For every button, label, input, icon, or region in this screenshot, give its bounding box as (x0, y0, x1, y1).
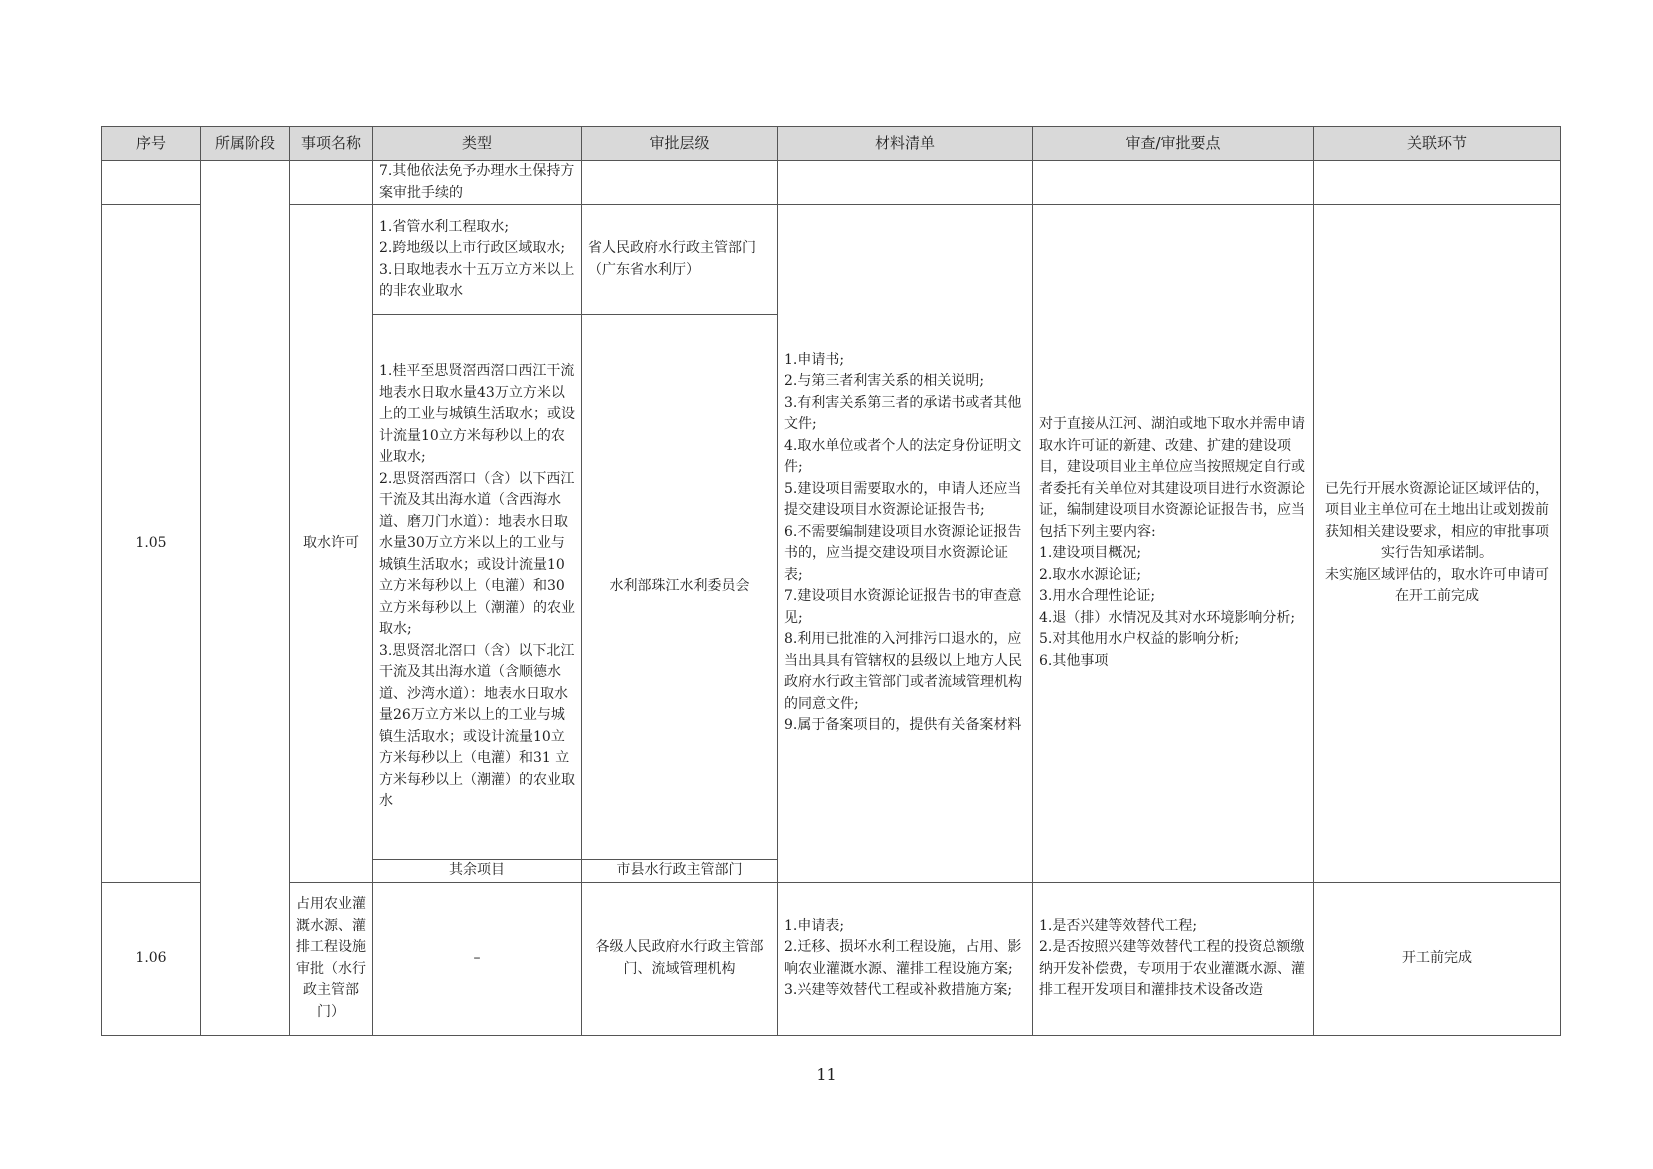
cell-review: 1.是否兴建等效替代工程; 2.是否按照兴建等效替代工程的投资总额缴纳开发补偿费，专项用于农业灌溉水源、灌排工程开发项目和灌排技术设备改造 (1033, 882, 1314, 1035)
cell-stage (201, 161, 290, 1036)
approval-table (101, 126, 1561, 1036)
header-link: 关联环节 (1314, 127, 1561, 161)
cell-name: 占用农业灌溉水源、灌排工程设施审批（水行政主管部门） (290, 882, 373, 1035)
page-number: 11 (816, 1065, 837, 1084)
cell-type: – (373, 882, 582, 1035)
cell-type: 7.其他依法免予办理水土保持方案审批手续的 (373, 161, 582, 205)
cell-type: 1.桂平至思贤滘西滘口西江干流地表水日取水量43万立方米以上的工业与城镇生活取水；或设计流量10立方米每秒以上的农业取水; 2.思贤滘西滘口（含）以下西江干流及其出海水道（含西海水道、磨刀门水道）：地表水日取水量30万立方米以上的工业与城镇生活取水；或设计流量10立方米每秒以上（电灌）和30立方米每秒以上（潮灌）的农业取水; 3.思贤滘北滘口（含）以下北江干流及其出海水道（含顺德水道、沙湾水道）：地表水日取水量26万立方米以上的工业与城镇生活取水；或设计流量10立方米每秒以上（电灌）和31 立方米每秒以上（潮灌）的农业取水 (373, 315, 582, 860)
cell-review: 对于直接从江河、湖泊或地下取水并需申请取水许可证的新建、改建、扩建的建设项目，建设项目业主单位应当按照规定自行或者委托有关单位对其建设项目进行水资源论证，编制建设项目水资源论证报告书，应当包括下列主要内容: 1.建设项目概况; 2.取水水源论证; 3.用水合理性论证; 4.退（排）水情况及其对水环境影响分析; 5.对其他用水户权益的影响分析; 6.其他事项 (1033, 205, 1314, 883)
header-type: 类型 (373, 127, 582, 161)
cell-level: 市县水行政主管部门 (582, 860, 778, 883)
cell-link: 已先行开展水资源论证区域评估的，项目业主单位可在土地出让或划拨前获知相关建设要求，相应的审批事项实行告知承诺制。 未实施区域评估的，取水许可申请可在开工前完成 (1314, 205, 1561, 883)
cell-materials: 1.申请书; 2.与第三者利害关系的相关说明; 3.有利害关系第三者的承诺书或者其他文件; 4.取水单位或者个人的法定身份证明文件; 5.建设项目需要取水的，申请人还应当提交建设项目水资源论证报告书; 6.不需要编制建设项目水资源论证报告书的，应当提交建设项目水资源论证表; 7.建设项目水资源论证报告书的审查意见; 8.利用已批准的入河排污口退水的，应当出具具有管辖权的县级以上地方人民政府水行政主管部门或者流域管理机构的同意文件; 9.属于备案项目的，提供有关备案材料 (778, 205, 1033, 883)
header-stage: 所属阶段 (201, 127, 290, 161)
header-materials: 材料清单 (778, 127, 1033, 161)
cell-index: 1.06 (102, 882, 201, 1035)
header-row (102, 127, 1561, 161)
header-item-name: 事项名称 (290, 127, 373, 161)
cell-materials: 1.申请表; 2.迁移、损坏水利工程设施，占用、影响农业灌溉水源、灌排工程设施方案; 3.兴建等效替代工程或补救措施方案; (778, 882, 1033, 1035)
table-row (102, 161, 1561, 205)
cell-link (1314, 161, 1561, 205)
header-level: 审批层级 (582, 127, 778, 161)
cell-index: 1.05 (102, 205, 201, 883)
cell-name: 取水许可 (290, 205, 373, 883)
cell-level (582, 161, 778, 205)
cell-link: 开工前完成 (1314, 882, 1561, 1035)
cell-materials (778, 161, 1033, 205)
header-review: 审查/审批要点 (1033, 127, 1314, 161)
cell-level: 省人民政府水行政主管部门（广东省水利厅） (582, 205, 778, 315)
header-index: 序号 (102, 127, 201, 161)
cell-level: 水利部珠江水利委员会 (582, 315, 778, 860)
cell-type: 1.省管水利工程取水; 2.跨地级以上市行政区域取水; 3.日取地表水十五万立方米以上的非农业取水 (373, 205, 582, 315)
cell-name (290, 161, 373, 205)
cell-index (102, 161, 201, 205)
table-row (102, 205, 1561, 315)
cell-level: 各级人民政府水行政主管部门、流域管理机构 (582, 882, 778, 1035)
table-row (102, 882, 1561, 1035)
cell-type: 其余项目 (373, 860, 582, 883)
cell-review (1033, 161, 1314, 205)
